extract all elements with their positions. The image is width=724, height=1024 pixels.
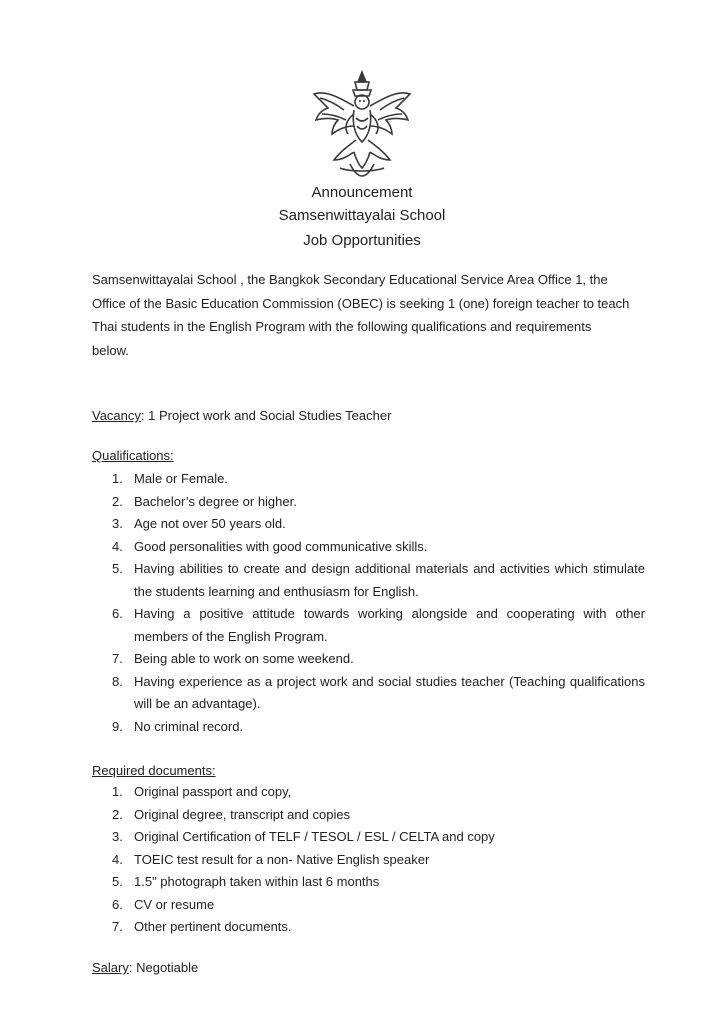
item-text: Having a positive attitude towards working alongside and cooperating with other members of the English Program. <box>134 606 645 644</box>
item-number: 3. <box>112 516 123 531</box>
garuda-emblem-icon <box>310 68 414 180</box>
item-number: 5. <box>112 874 123 889</box>
list-item <box>92 894 645 917</box>
item-text: Original Certification of TELF / TESOL / ESL / CELTA and copy <box>134 829 495 844</box>
intro-line: Samsenwittayalai School , the Bangkok Secondary Educational Service Area Office 1, the <box>92 272 608 287</box>
item-number: 5. <box>112 561 123 576</box>
item-number: 7. <box>112 919 123 934</box>
job-opportunities-title: Job Opportunities <box>303 232 421 249</box>
item-number: 2. <box>112 493 123 509</box>
list-item <box>92 716 645 739</box>
list-item <box>92 648 645 671</box>
list-item <box>92 468 645 491</box>
required-documents-heading: Required documents: <box>92 763 216 778</box>
item-text: Other pertinent documents. <box>134 919 292 934</box>
list-item <box>92 849 645 872</box>
item-text: Male or Female. <box>134 471 228 486</box>
vacancy-value: 1 Project work and Social Studies Teacher <box>148 408 392 423</box>
item-number: 6. <box>112 896 123 912</box>
item-number: 2. <box>112 806 123 822</box>
item-text: 1.5" photograph taken within last 6 months <box>134 874 380 889</box>
intro-line: Thai students in the English Program with the following qualifications and requirements <box>92 319 592 334</box>
intro-line: Office of the Basic Education Commission (OBEC) is seeking 1 (one) foreign teacher to teach <box>92 295 630 311</box>
item-text: Original degree, transcript and copies <box>134 806 351 822</box>
list-item <box>92 826 645 849</box>
qualifications-list <box>92 468 645 738</box>
item-number: 7. <box>112 651 123 666</box>
item-text: Having abilities to create and design additional materials and activities which stimulate the students learning and enthusiasm for English. <box>134 561 645 599</box>
item-number: 4. <box>112 851 123 867</box>
list-item <box>92 781 645 804</box>
item-number: 1. <box>112 784 123 799</box>
item-number: 9. <box>112 718 123 734</box>
item-text: No criminal record. <box>134 718 244 734</box>
item-text: Being able to work on some weekend. <box>134 651 354 666</box>
item-number: 6. <box>112 606 123 621</box>
salary-label: Salary <box>92 960 129 975</box>
item-number: 1. <box>112 471 123 486</box>
item-number: 3. <box>112 829 123 844</box>
item-number: 4. <box>112 538 123 554</box>
list-item <box>92 513 645 536</box>
list-item <box>92 558 645 603</box>
salary-line: Salary: Negotiable <box>92 960 199 975</box>
item-text: CV or resume <box>134 896 215 912</box>
qualifications-heading: Qualifications: <box>92 448 174 463</box>
required-documents-list <box>92 781 645 939</box>
item-text: Original passport and copy, <box>134 784 292 799</box>
intro-paragraph <box>92 268 652 362</box>
salary-value: Negotiable <box>136 960 199 975</box>
vacancy-line: Vacancy: 1 Project work and Social Studies Teacher <box>92 408 392 423</box>
item-text: Age not over 50 years old. <box>134 516 286 531</box>
list-item <box>92 491 645 514</box>
vacancy-label: Vacancy <box>92 408 141 423</box>
school-name: Samsenwittayalai School <box>278 207 446 224</box>
announcement-title: Announcement <box>311 184 413 201</box>
item-number: 8. <box>112 673 123 689</box>
list-item <box>92 671 645 716</box>
item-text: Good personalities with good communicative skills. <box>134 538 428 554</box>
list-item <box>92 871 645 894</box>
item-text: Having experience as a project work and social studies teacher (Teaching qualifications will be an advantage). <box>134 673 645 711</box>
list-item <box>92 804 645 827</box>
item-text: Bachelor’s degree or higher. <box>134 493 297 509</box>
item-text: TOEIC test result for a non- Native English speaker <box>134 851 430 867</box>
intro-line: below. <box>92 342 129 358</box>
list-item <box>92 603 645 648</box>
list-item <box>92 916 645 939</box>
list-item <box>92 536 645 559</box>
